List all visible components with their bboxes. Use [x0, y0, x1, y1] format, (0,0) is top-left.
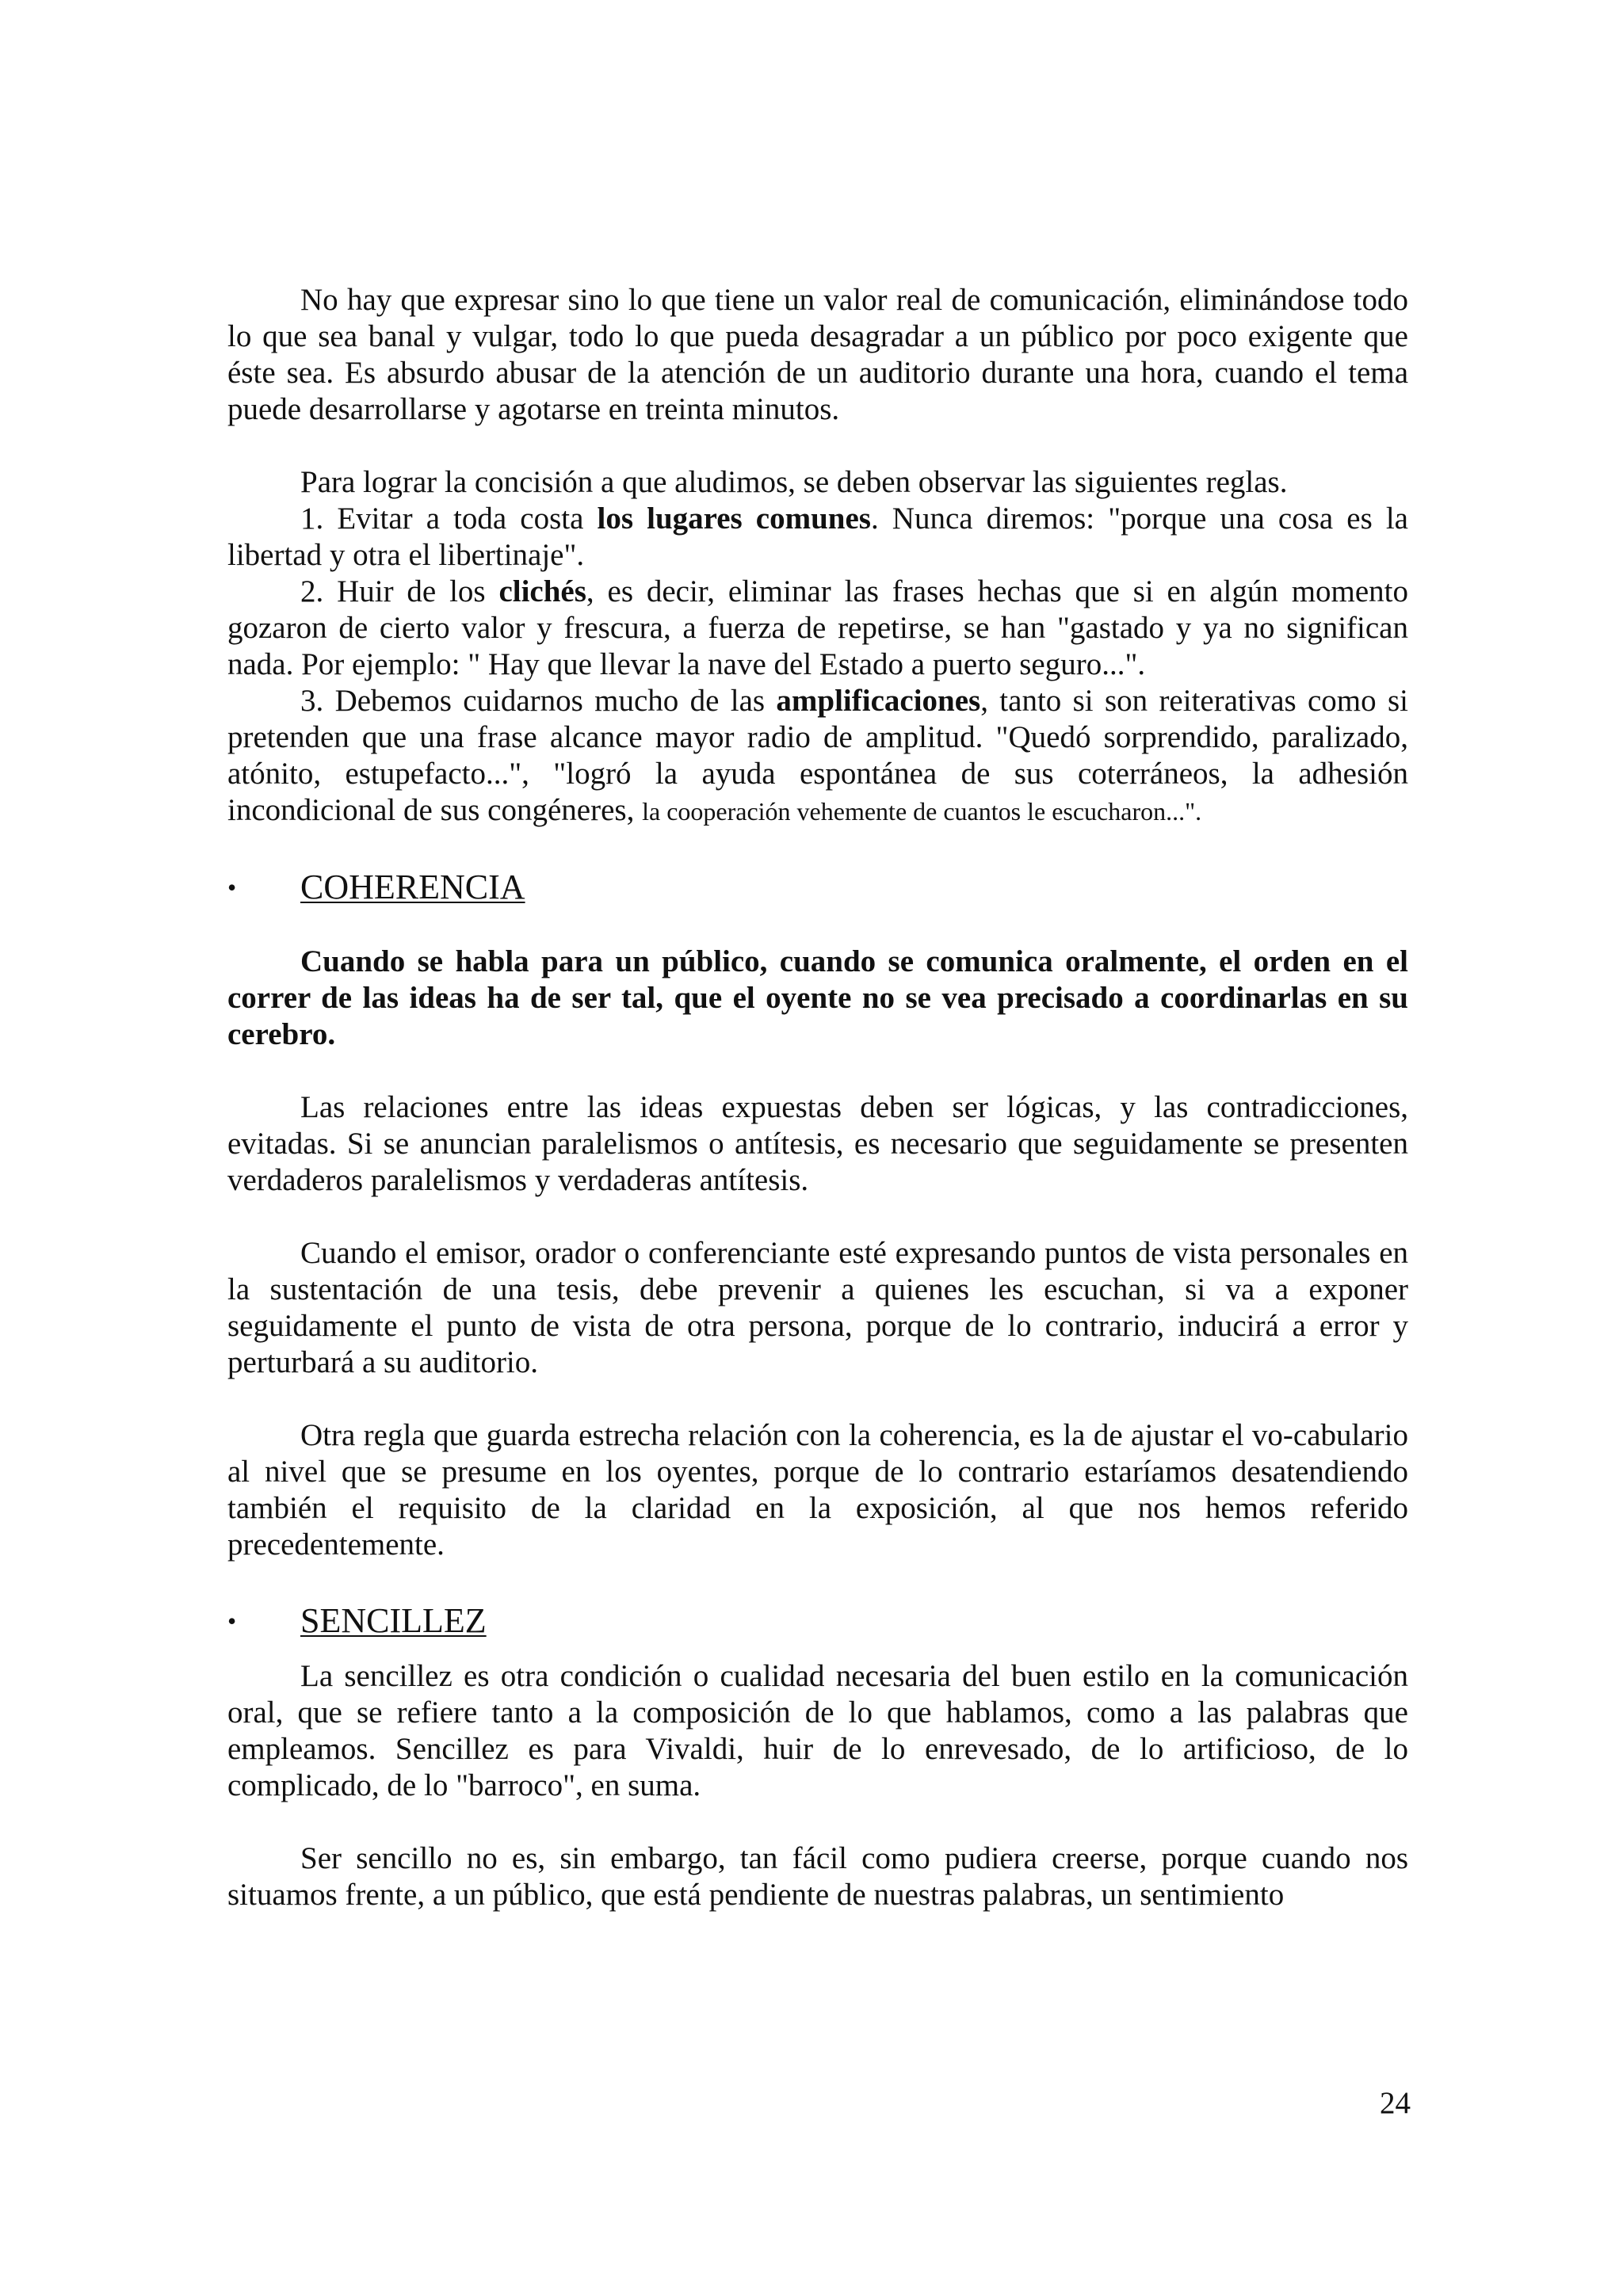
- rule-3-bold-term: amplificaciones: [776, 684, 981, 718]
- page-number: 24: [1380, 2086, 1411, 2120]
- rule-2-suffix: , es decir, eliminar las frases hechas que si en algún momento gozaron de cierto valor y frescura, a fuerza de repetirse, se han "gastado y ya no significan nada. Por ejemplo: " Hay que llevar la nave del Estado a puerto seguro...".: [227, 574, 1409, 681]
- rule-1-prefix: 1. Evitar a toda costa: [300, 502, 598, 536]
- rule-2-bold-term: clichés: [498, 574, 586, 608]
- rule-1-suffix: . Nunca diremos: "porque una cosa es la libertad y otra el libertinaje".: [227, 502, 1408, 572]
- rule-3-prefix: 3. Debemos cuidarnos mucho de las: [300, 684, 777, 718]
- rule-1-bold-term: los lugares comunes: [597, 502, 871, 536]
- rule-2: [227, 574, 1408, 683]
- rule-3-small-text: la cooperación vehemente de cuantos le escucharon...".: [642, 797, 1202, 826]
- rule-3: [227, 683, 1408, 830]
- sencillez-paragraph-2: Ser sencillo no es, sin embargo, tan fácil como pudiera creerse, porque cuando nos situamos frente, a un público, que está pendiente de nuestras palabras, un sentimiento: [227, 1841, 1408, 1912]
- coherencia-title: COHERENCIA: [300, 868, 525, 906]
- concision-paragraph: No hay que expresar sino lo que tiene un valor real de comunicación, eliminándose todo lo que sea banal y vulgar, todo lo que pueda desagradar a un público por poco exigente que éste sea. Es absurdo abusar de la atención de un auditorio durante una hora, cuando el tema puede desarrollarse y agotarse en treinta minutos.: [227, 283, 1408, 426]
- coherencia-paragraph-3: Otra regla que guarda estrecha relación con la coherencia, es la de ajustar el vo-cabulario al nivel que se presume en los oyentes, porque de lo contrario estaríamos desatendiendo también el requisito de la claridad en la exposición, al que nos hemos referido precedentemente.: [227, 1418, 1408, 1562]
- bullet-icon: •: [227, 1607, 237, 1635]
- sencillez-paragraph-1: La sencillez es otra condición o cualidad necesaria del buen estilo en la comunicación oral, que se refiere tanto a la composición de lo que hablamos, como a las palabras que empleamos. Sencillez es para Vivaldi, huir de lo enrevesado, de lo artificioso, de lo complicado, de lo "barroco", en suma.: [227, 1659, 1408, 1802]
- rule-1: [227, 501, 1408, 574]
- rule-3-suffix: , tanto si son reiterativas como si pretenden que una frase alcance mayor radio de amplitud. "Quedó sorprendido, paralizado, atónito, estupefacto...", "logró la ayuda espontánea de sus coterráneos, la adhesión incondicional de sus congéneres,: [227, 684, 1408, 827]
- coherencia-heading: [227, 868, 1408, 907]
- sencillez-title: SENCILLEZ: [300, 1601, 487, 1640]
- sencillez-heading: [227, 1601, 1408, 1641]
- rule-2-prefix: 2. Huir de los: [300, 574, 499, 608]
- page-body: [227, 282, 1408, 1913]
- bullet-icon: •: [227, 873, 237, 902]
- coherencia-bold-paragraph: Cuando se habla para un público, cuando se comunica oralmente, el orden en el correr de las ideas ha de ser tal, que el oyente no se vea precisado a coordinarlas en su cerebro.: [227, 944, 1408, 1051]
- rules-intro: Para lograr la concisión a que aludimos, se deben observar las siguientes reglas.: [300, 465, 1288, 499]
- coherencia-paragraph-2: Cuando el emisor, orador o conferenciante esté expresando puntos de vista personales en la sustentación de una tesis, debe prevenir a quienes les escuchan, si va a exponer seguidamente el punto de vista de otra persona, porque de lo contrario, inducirá a error y perturbará a su auditorio.: [227, 1236, 1408, 1379]
- coherencia-paragraph-1: Las relaciones entre las ideas expuestas deben ser lógicas, y las contradicciones, evitadas. Si se anuncian paralelismos o antítesis, es necesario que seguidamente se presenten verdaderos paralelismos y verdaderas antítesis.: [227, 1090, 1408, 1197]
